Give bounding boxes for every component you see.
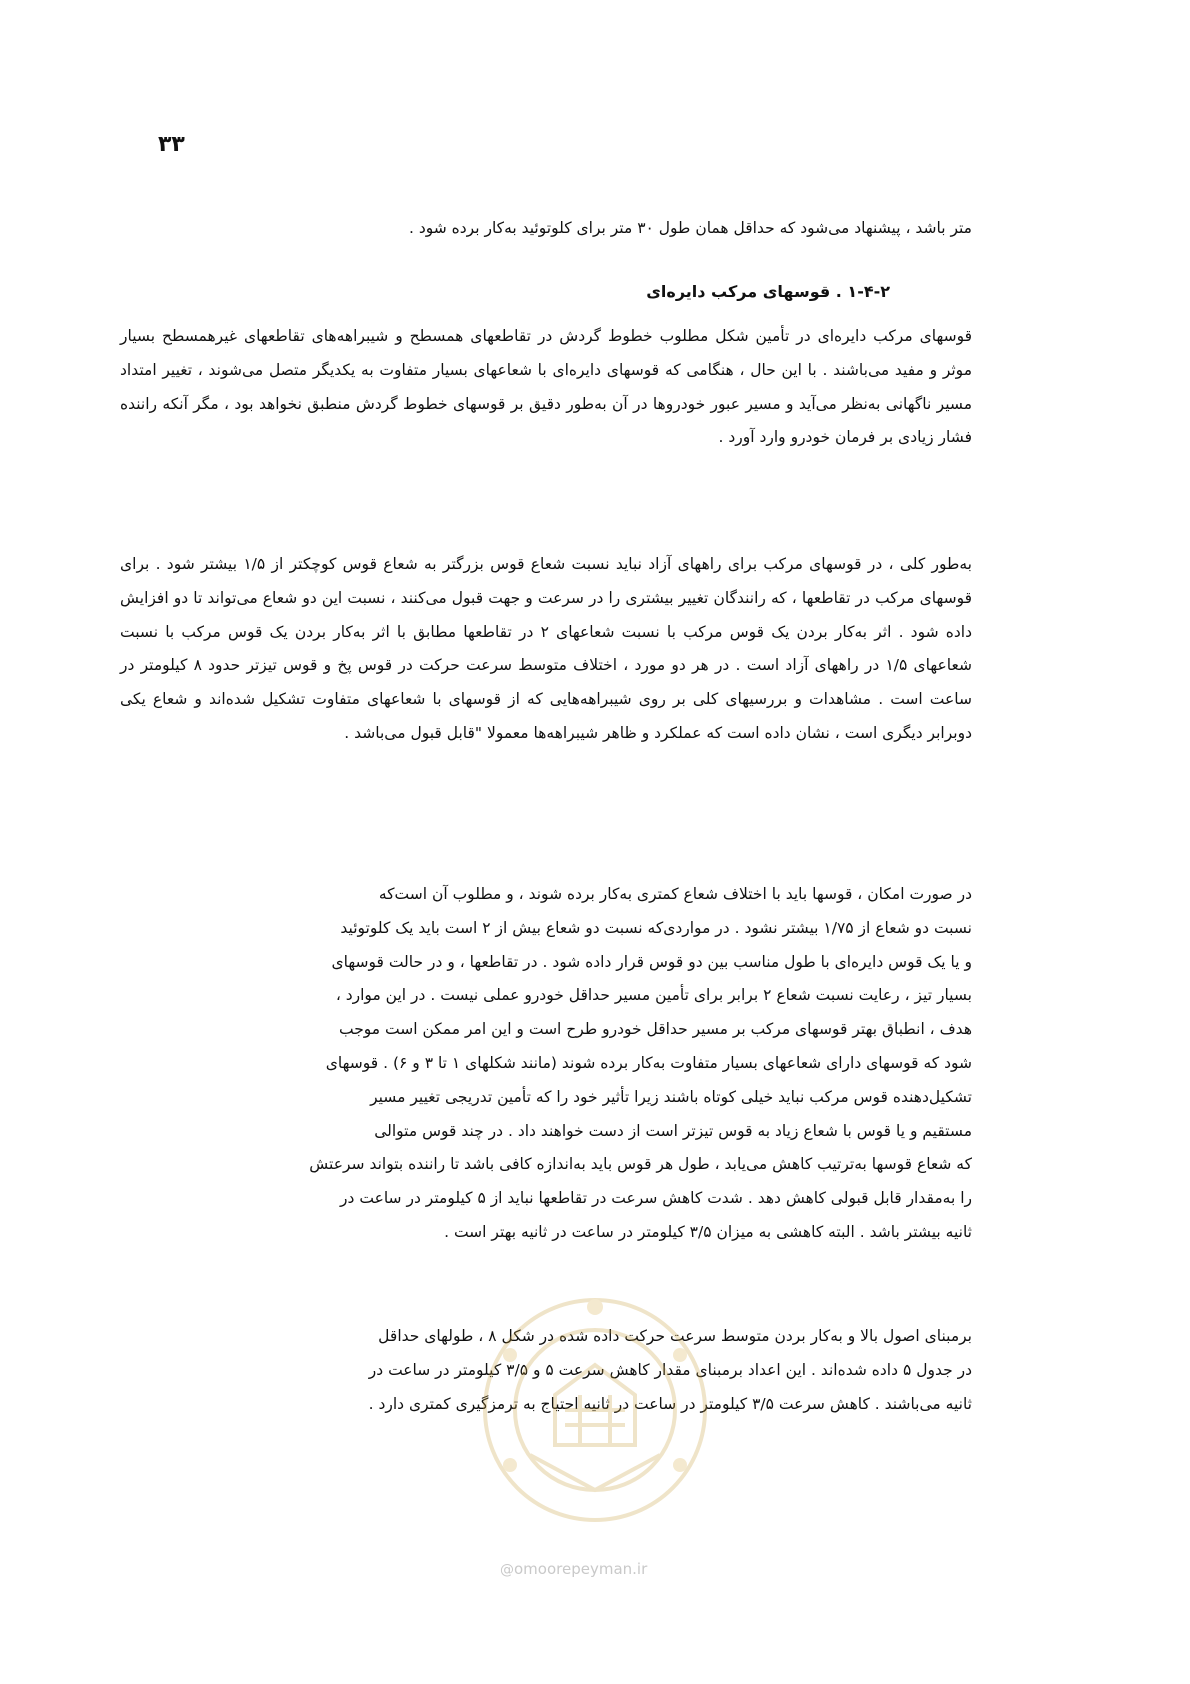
paragraph-3-line: مستقیم و یا قوس با شعاع زیاد به قوس تیزتر است از دست خواهند داد . در چند قوس متوالی bbox=[374, 1121, 972, 1140]
paragraph-3-line: در صورت امکان ، قوسها باید با اختلاف شعاع کمتری به‌کار برده شوند ، و مطلوب آن است‌که bbox=[378, 885, 972, 903]
paragraph-4-line: ثانیه می‌باشند . کاهش سرعت ۳/۵ کیلومتر در ساعت در ثانیه احتیاج به ترمزگیری کمتری دارد . bbox=[368, 1394, 972, 1413]
paragraph-3 bbox=[120, 878, 972, 1250]
paragraph-continuation: متر باشد ، پیشنهاد می‌شود که حداقل همان طول ۳۰ متر برای کلوتوئید به‌کار برده شود . bbox=[408, 219, 972, 237]
paragraph-4 bbox=[120, 1320, 972, 1421]
paragraph-3-line: و یا یک قوس دایره‌ای با طول مناسب بین دو قوس قرار داده شود . در تقاطعها ، و در حالت قوسهای bbox=[331, 952, 972, 971]
paragraph-3-line: شود که قوسهای دارای شعاعهای بسیار متفاوت به‌کار برده شوند (مانند شکلهای ۱ تا ۳ و ۶) . قوسهای bbox=[325, 1053, 972, 1072]
section-heading: ۱-۴-۲ . قوسهای مرکب دایره‌ای bbox=[646, 282, 890, 301]
paragraph-2: به‌طور کلی ، در قوسهای مرکب برای راههای آزاد نباید نسبت شعاع قوس بزرگتر به شعاع قوس کوچکتر از ۱/۵ بیشتر شود . برای قوسهای مرکب در تقاطعها ، که رانندگان تغییر بیشتری را در سرعت و جهت قبول می‌کنند ، نسبت این دو شعاع می‌تواند تا دو افزایش داده شود . اثر به‌کار بردن یک قوس مرکب با نسبت شعاعهای ۲ در تقاطعها مطابق با اثر به‌کار بردن یک قوس مرکب با نسبت شعاعهای ۱/۵ در راههای آزاد است . در هر دو مورد ، اختلاف متوسط سرعت حرکت در قوس پخ و قوس تیزتر حدود ۸ کیلومتر در ساعت است . مشاهدات و بررسیهای کلی بر روی شیبراهه‌هایی که از قوسهای با شعاعهای متفاوت تشکیل شده‌اند و شعاع یکی دوبرابر دیگری است ، نشان داده است که عملکرد و ظاهر شیبراهه‌ها معمولا "قابل قبول می‌باشد . bbox=[120, 555, 972, 742]
paragraph-3-line: تشکیل‌دهنده قوس مرکب نباید خیلی کوتاه باشند زیرا تأثیر خود را که تأمین تدریجی تغییر مسیر bbox=[370, 1087, 972, 1106]
page-number: ۳۳ bbox=[158, 132, 185, 157]
paragraph-3-line: که شعاع قوسها به‌ترتیب کاهش می‌یابد ، طول هر قوس باید به‌اندازه کافی باشد تا راننده بتواند سرعتش bbox=[309, 1155, 972, 1174]
paragraph-4-line: در جدول ۵ داده شده‌اند . این اعداد برمبنای مقدار کاهش سرعت ۵ و ۳/۵ کیلومتر در ساعت در bbox=[368, 1360, 972, 1379]
paragraph-3-line: بسیار تیز ، رعایت نسبت شعاع ۲ برابر برای تأمین مسیر حداقل خودرو عملی نیست . در این موارد ، bbox=[335, 986, 972, 1005]
paragraph-4-line: برمبنای اصول بالا و به‌کار بردن متوسط سرعت حرکت داده شده در شکل ۸ ، طولهای حداقل bbox=[378, 1327, 972, 1345]
paragraph-3-line: ثانیه بیشتر باشد . البته کاهشی به میزان ۳/۵ کیلومتر در ساعت در ثانیه بهتر است . bbox=[444, 1222, 972, 1241]
paragraph-3-line: هدف ، انطباق بهتر قوسهای مرکب بر مسیر حداقل خودرو طرح است و این امر ممکن است موجب bbox=[338, 1020, 972, 1039]
paragraph-1: قوسهای مرکب دایره‌ای در تأمین شکل مطلوب خطوط گردش در تقاطعهای همسطح و شیبراهه‌های تقاطعهای غیرهمسطح بسیار موثر و مفید می‌باشند . با این حال ، هنگامی که قوسهای دایره‌ای با شعاعهای بسیار متفاوت به یکدیگر متصل می‌شوند ، تغییر امتداد مسیر ناگهانی به‌نظر می‌آید و مسیر عبور خودروها در آن به‌طور دقیق بر قوسهای خطوط گردش منطبق نخواهد بود ، مگر آنکه راننده فشار زیادی بر فرمان خودرو وارد آورد . bbox=[120, 327, 972, 447]
watermark-url bbox=[500, 1560, 647, 1578]
paragraph-3-line: نسبت دو شعاع از ۱/۷۵ بیشتر نشود . در مواردی‌که نسبت دو شعاع بیش از ۲ است باید یک کلوتوئید bbox=[340, 918, 972, 937]
at-icon: @ bbox=[500, 1562, 514, 1578]
paragraph-3-line: را به‌مقدار قابل قبولی کاهش دهد . شدت کاهش سرعت در تقاطعها نباید از ۵ کیلومتر در ساعت در bbox=[340, 1189, 972, 1208]
watermark-url-text: omoorepeyman.ir bbox=[514, 1560, 648, 1578]
